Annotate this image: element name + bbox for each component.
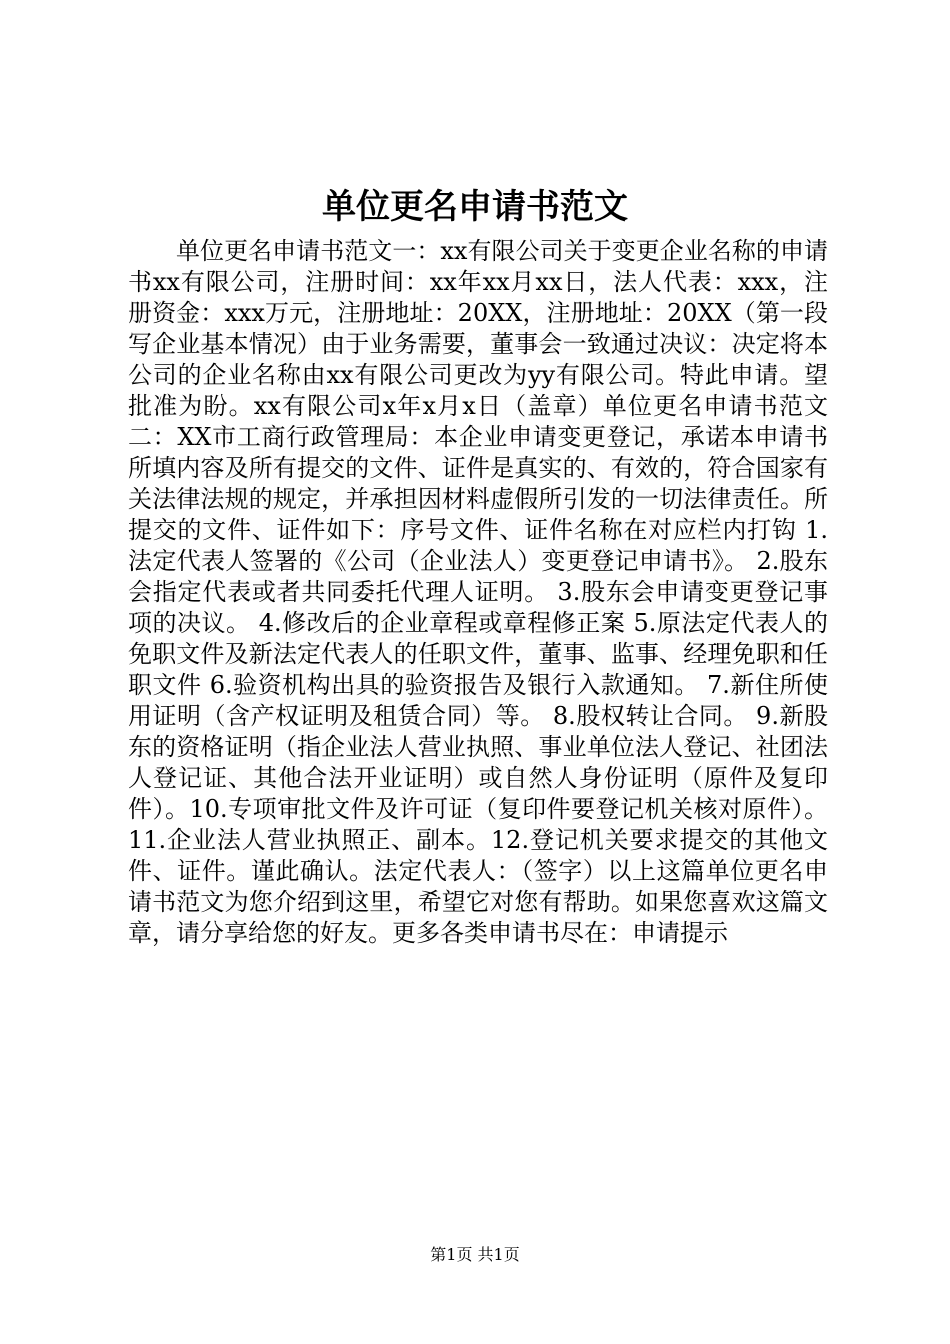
document-title: 单位更名申请书范文 xyxy=(322,187,628,227)
document-body: 单位更名申请书范文一：xx有限公司关于变更企业名称的申请书xx有限公司，注册时间：xx年xx月xx日，法人代表：xxx，注册资金：xxx万元，注册地址：20XX，注册地址：20XX（第一段写企业基本情况）由于业务需要，董事会一致通过决议：决定将本公司的企业名称由xx有限公司更改为yy有限公司。特此申请。望批准为盼。xx有限公司x年x月x日（盖章）单位更名申请书范文二：XX市工商行政管理局：本企业申请变更登记，承诺本申请书所填内容及所有提交的文件、证件是真实的、有效的，符合国家有关法律法规的规定，并承担因材料虚假所引发的一切法律责任。所提交的文件、证件如下：序号文件、证件名称在对应栏内打钩 1.法定代表人签署的《公司（企业法人）变更登记申请书》。 2.股东会指定代表或者共同委托代理人证明。 3.股东会申请变更登记事项的决议。 4.修改后的企业章程或章程修正案 5.原法定代表人的免职文件及新法定代表人的任职文件，董事、监事、经理免职和任职文件 6.验资机构出具的验资报告及银行入款通知。 7.新住所使用证明（含产权证明及租赁合同）等。 8.股权转让合同。 9.新股东的资格证明（指企业法人营业执照、事业单位法人登记、社团法人登记证、其他合法开业证明）或自然人身份证明（原件及复印件）。10.专项审批文件及许可证（复印件要登记机关核对原件）。11.企业法人营业执照正、副本。12.登记机关要求提交的其他文件、证件。谨此确认。法定代表人：（签字）以上这篇单位更名申请书范文为您介绍到这里，希望它对您有帮助。如果您喜欢这篇文章，请分享给您的好友。更多各类申请书尽在：申请提示 xyxy=(128,237,828,947)
page-footer: 第1页 共1页 xyxy=(430,1245,520,1264)
